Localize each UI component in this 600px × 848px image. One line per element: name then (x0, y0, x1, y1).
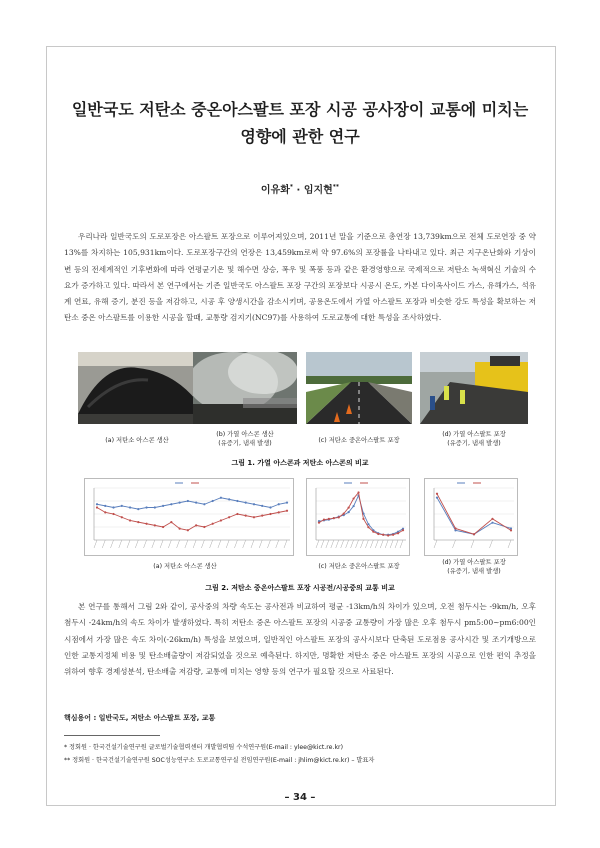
data-point (367, 526, 369, 528)
chart-border (307, 479, 410, 556)
data-point (338, 516, 340, 518)
data-point (179, 502, 181, 504)
data-point (491, 518, 493, 520)
data-point (137, 508, 139, 510)
data-point (491, 522, 493, 524)
data-point (195, 524, 197, 526)
data-point (278, 503, 280, 505)
data-point (454, 527, 456, 529)
data-point (382, 534, 384, 536)
data-point (328, 518, 330, 520)
chart-speed-by-time (84, 478, 294, 556)
data-point (112, 506, 114, 508)
data-point (104, 505, 106, 507)
fig2-caption-d-line2: (유증기, 냄새 발생) (447, 568, 501, 575)
data-point (362, 518, 364, 520)
data-point (318, 522, 320, 524)
data-point (286, 510, 288, 512)
data-point (162, 526, 164, 528)
authors (60, 181, 540, 196)
data-point (269, 513, 271, 515)
data-point (333, 517, 335, 519)
fig1-caption-b (190, 430, 300, 448)
chart-border (425, 479, 518, 556)
data-point (212, 523, 214, 525)
data-point (357, 491, 359, 493)
data-point (154, 524, 156, 526)
data-point (203, 503, 205, 505)
data-point (510, 529, 512, 531)
data-point (170, 503, 172, 505)
data-point (170, 521, 172, 523)
data-point (187, 500, 189, 502)
data-point (228, 516, 230, 518)
data-point (323, 519, 325, 521)
data-point (154, 506, 156, 508)
data-point (372, 531, 374, 533)
data-point (96, 506, 98, 508)
keywords: 핵심용어 : 일반국도, 저탄소 아스팔트 포장, 교통 (64, 714, 216, 722)
fig2-caption: 그림 2. 저탄소 중온아스팔트 포장 시공전/시공중의 교통 비교 (205, 584, 395, 592)
chart-speed-distribution (306, 478, 410, 556)
data-point (236, 500, 238, 502)
data-point (129, 519, 131, 521)
fig1-caption-d-line2: (유증기, 냄새 발생) (447, 440, 501, 447)
footnote-2: ** 정회원 · 한국건설기술연구원 SOC성능연구소 도로교통연구실 전임연구원(E-mail : jhlim@kict.re.kr) – 발표자 (64, 757, 375, 764)
chart-peak-speed (424, 478, 518, 556)
fig2-caption-a: (a) 저탄소 아스콘 생산 (153, 563, 217, 570)
data-point (96, 503, 98, 505)
data-point (343, 513, 345, 515)
page-number: – 34 – (284, 792, 316, 803)
data-point (402, 529, 404, 531)
photo-warm-asphalt-production (78, 352, 196, 424)
data-point (245, 502, 247, 504)
data-point (352, 505, 354, 507)
author-1: 이유화 (260, 185, 290, 196)
data-point (352, 497, 354, 499)
result-paragraph: 본 연구를 통해서 그림 2와 같이, 공사중의 차량 속도는 공사전과 비교하여 평균 -13km/h의 차이가 있으며, 오전 첨두시는 -9km/h, 오후 첨두시 -24km/h의 속도 차이가 발생하였다. 특히 저탄소 중온 아스팔트 포장의 시공중 교통량이 가장 많은 오후 첨두시 pm5:00~pm6:00인 시점에서 가장 많은 속도 차이(-26km/h) 특성을 보였으며, 일반적인 아스팔트 포장의 공사시보다 단축된 도로점용 공사시간 및 조기개방으로 인한 교통지정체 비용 및 탄소배출량이 저감되었을 것으로 예측된다. 하지만, 명확한 저탄소 중온 아스팔트 포장의 시공으로 인한 편익 추정을 위하여 향후 경제성분석, 탄소배출 저감량, 교통에 미치는 영향 등의 연구가 필요할 것으로 사료된다. (64, 602, 536, 677)
title-line-2: 영향에 관한 연구 (240, 127, 360, 146)
data-point (228, 498, 230, 500)
fig1-caption-b-line2: (유증기, 냄새 발생) (218, 440, 272, 447)
data-point (145, 523, 147, 525)
footnote-1: * 정회원 · 한국건설기술연구원 글로벌기술협력센터 개발협력팀 수석연구원(E-mail : ylee@kict.re.kr) (64, 744, 343, 751)
data-point (436, 497, 438, 499)
title-line-1: 일반국도 저탄소 중온아스팔트 포장 시공 공사장이 교통에 미치는 (71, 100, 529, 119)
data-point (286, 502, 288, 504)
author-2: 임지현 (303, 185, 333, 196)
page-frame (46, 46, 556, 806)
data-point (145, 506, 147, 508)
data-point (261, 515, 263, 517)
data-point (377, 533, 379, 535)
paper-title (60, 96, 540, 150)
data-point (367, 523, 369, 525)
photo-hot-asphalt-paving (420, 352, 528, 424)
fig2-caption-d (418, 558, 530, 576)
data-point (236, 513, 238, 515)
data-point (245, 515, 247, 517)
data-point (179, 528, 181, 530)
data-point (348, 506, 350, 508)
fig1-caption-d-line1: (d) 가열 아스팔트 포장 (442, 431, 506, 438)
fig2-caption-c: (c) 저탄소 중온아스팔트 포장 (318, 563, 400, 570)
data-point (510, 527, 512, 529)
data-point (253, 516, 255, 518)
data-point (112, 513, 114, 515)
data-point (187, 529, 189, 531)
fig1-caption-a: (a) 저탄소 아스콘 생산 (105, 437, 169, 444)
data-point (121, 505, 123, 507)
data-point (473, 533, 475, 535)
data-point (212, 500, 214, 502)
author-2-mark: ** (332, 183, 340, 191)
data-point (387, 534, 389, 536)
chart-border (85, 479, 294, 556)
data-point (348, 511, 350, 513)
data-point (253, 503, 255, 505)
data-point (220, 497, 222, 499)
fig2-caption-d-line1: (d) 가열 아스팔트 포장 (442, 559, 506, 566)
fig1-caption-b-line1: (b) 가열 아스콘 생산 (216, 431, 274, 438)
author-1-mark: * (289, 183, 294, 191)
data-point (454, 529, 456, 531)
data-point (436, 493, 438, 495)
author-separator: · (293, 185, 304, 196)
data-point (397, 532, 399, 534)
data-point (104, 511, 106, 513)
fig1-caption-d (418, 430, 530, 448)
photo-hot-asphalt-production (193, 352, 297, 424)
data-point (392, 534, 394, 536)
data-point (269, 506, 271, 508)
data-point (278, 511, 280, 513)
data-point (203, 526, 205, 528)
data-point (129, 506, 131, 508)
data-point (121, 516, 123, 518)
data-point (162, 505, 164, 507)
abstract-paragraph: 우리나라 일반국도의 도로포장은 아스팔트 포장으로 이루어져있으며, 2011년 말을 기준으로 총연장 13,739km으로 전체 도로연장 중 약 13%를 차지하는 105,931km이다. 도로포장구간의 연장은 13,459km로써 약 97.6%의 포장률을 나타내고 있다. 최근 지구온난화와 기상이변 등의 전세계적인 기후변화에 따라 연평균기온 및 해수면 상승, 폭우 및 폭풍 등과 같은 환경영향으로 국제적으로 저탄소 녹색혁신 기술의 수요가 증가하고 있다. 따라서 본 연구에서는 기존 일반국도 아스팔트 포장 구간의 포장보다 시공시 온도, 카본 다이옥사이드 가스, 유해가스, 석유계 연료, 유해 증기, 분진 등을 저감하고, 시공 후 양생시간을 감소시키며, 공용온도에서 가열 아스팔트 포장과 비슷한 강도 특성을 확보하는 저탄소 중온 아스팔트를 이용한 시공을 할때, 교통량 검지기(NC97)를 사용하여 도로교통에 대한 특성을 조사하였다. (64, 232, 536, 323)
footnote-divider (64, 735, 160, 736)
fig1-caption-c: (c) 저탄소 중온아스팔트 포장 (318, 437, 400, 444)
data-point (220, 519, 222, 521)
fig1-caption: 그림 1. 가열 아스콘과 저탄소 아스콘의 비교 (231, 459, 369, 467)
data-point (195, 502, 197, 504)
data-point (261, 505, 263, 507)
data-point (137, 521, 139, 523)
photo-warm-asphalt-paving (306, 352, 412, 424)
